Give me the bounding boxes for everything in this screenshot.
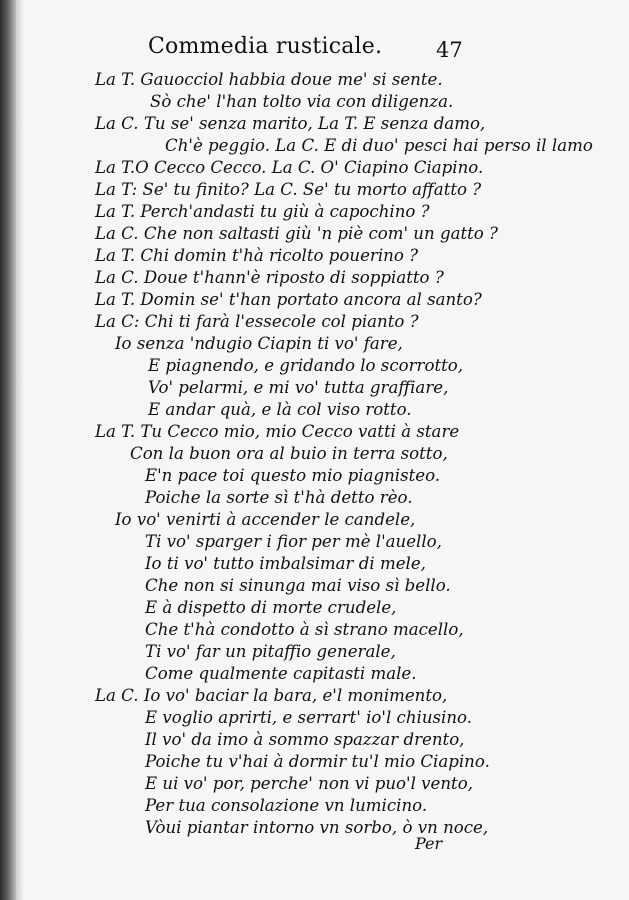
verse-line: Vòui piantar intorno vn sorbo, ò vn noce, <box>145 818 489 837</box>
verse-line: La C. Io vo' baciar la bara, e'l monimento, <box>95 686 448 705</box>
verse-line: Che non si sinunga mai viso sì bello. <box>145 576 451 595</box>
verse-line: Come qualmente capitasti male. <box>145 664 417 683</box>
verse-line: Il vo' da imo à sommo spazzar drento, <box>145 730 465 749</box>
verse-line: Sò che' l'han tolto via con diligenza. <box>150 92 454 111</box>
verse-line: Io vo' venirti à accender le candele, <box>115 510 416 529</box>
verse-line: E piagnendo, e gridando lo scorrotto, <box>148 356 464 375</box>
verse-line: La T. Tu Cecco mio, mio Cecco vatti à stare <box>95 422 460 441</box>
book-binding-shadow <box>0 0 16 900</box>
verse-line: La C. Doue t'hann'è riposto di soppiatto ? <box>95 268 444 287</box>
verse-line: E à dispetto di morte crudele, <box>145 598 397 617</box>
running-head: Commedia rusticale. <box>148 34 383 59</box>
verse-line: Ch'è peggio. La C. E di duo' pesci hai perso il lamo <box>165 136 593 155</box>
verse-line: Ti vo' far un pitaffio generale, <box>145 642 396 661</box>
catchword: Per <box>415 834 443 853</box>
verse-line: La C: Chi ti farà l'essecole col pianto ? <box>95 312 419 331</box>
page-gutter <box>16 0 24 900</box>
verse-line: La C. Tu se' senza marito, La T. E senza damo, <box>95 114 486 133</box>
verse-line: Poiche tu v'hai à dormir tu'l mio Ciapino. <box>145 752 490 771</box>
verse-line: La C. Che non saltasti giù 'n piè com' un gatto ? <box>95 224 498 243</box>
verse-line: La T. Gauocciol habbia doue me' si sente. <box>95 70 443 89</box>
verse-line: E voglio aprirti, e serrart' io'l chiusino. <box>145 708 472 727</box>
page-number: 47 <box>436 38 463 62</box>
verse-line: Per tua consolazione vn lumicino. <box>145 796 428 815</box>
verse-line: La T: Se' tu finito? La C. Se' tu morto affatto ? <box>95 180 482 199</box>
verse-line: Vo' pelarmi, e mi vo' tutta graffiare, <box>148 378 449 397</box>
verse-line: La T. Domin se' t'han portato ancora al santo? <box>95 290 482 309</box>
verse-line: Che t'hà condotto à sì strano macello, <box>145 620 464 639</box>
verse-line: Ti vo' sparger i fior per mè l'auello, <box>145 532 442 551</box>
verse-line: E andar quà, e là col viso rotto. <box>148 400 412 419</box>
verse-line: E ui vo' por, perche' non vi puo'l vento, <box>145 774 473 793</box>
verse-line: La T. Chi domin t'hà ricolto pouerino ? <box>95 246 419 265</box>
verse-line: Io ti vo' tutto imbalsimar di mele, <box>145 554 426 573</box>
verse-line: Con la buon ora al buio in terra sotto, <box>130 444 448 463</box>
verse-line: Poiche la sorte sì t'hà detto rèo. <box>145 488 413 507</box>
verse-line: Io senza 'ndugio Ciapin ti vo' fare, <box>115 334 403 353</box>
verse-line: La T. Perch'andasti tu giù à capochino ? <box>95 202 430 221</box>
verse-line: E'n pace toi questo mio piagnisteo. <box>145 466 441 485</box>
verse-line: La T.O Cecco Cecco. La C. O' Ciapino Ciapino. <box>95 158 484 177</box>
